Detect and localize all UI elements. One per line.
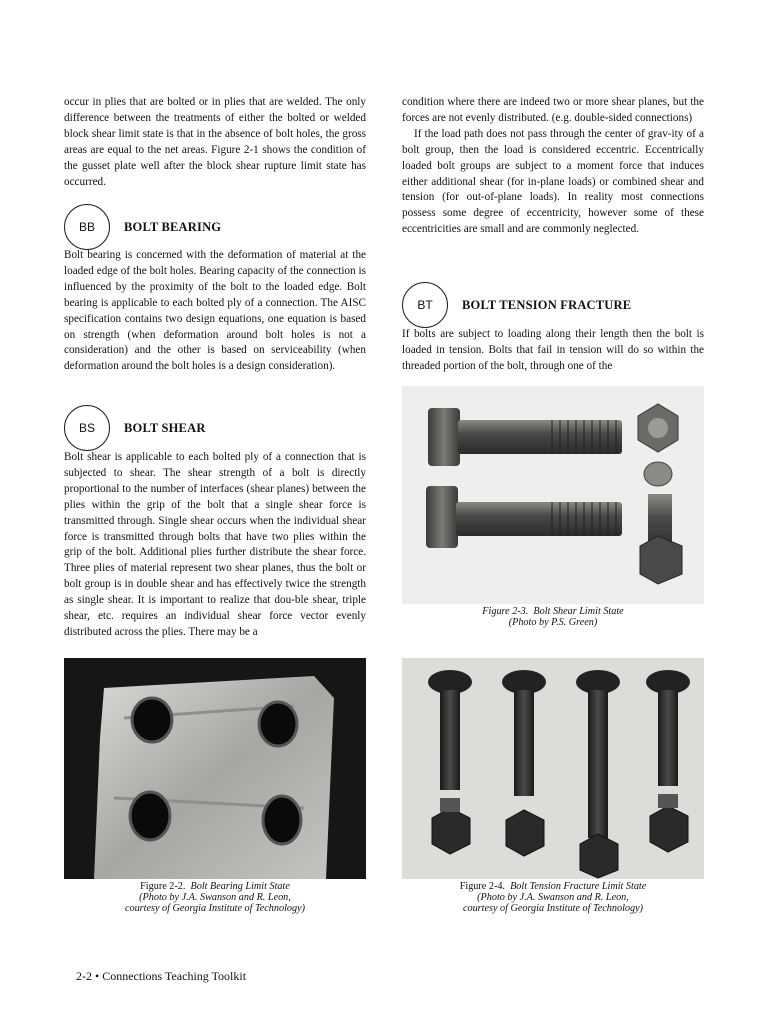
figure-2-4-title: Bolt Tension Fracture Limit State (510, 881, 647, 892)
bolt-shear-text: Bolt shear is applicable to each bolted ply of a connection that is subjected to shear. The shear strength of a bolt is directly proportional to the number of interfaces (shear planes) between the plies within the grip of the bolt that a single shear force is transmitted through. Single shear occurs when the individual shear force is transmitted through bolts that have two plies within the grip of the bolt. Additional plies further distribute the shear force. Three plies of material represent two shear planes, thus the bolt or bolt group is in double shear and has effectively twice the strength as single shear. It is important to realize that dou-ble shear, triple shear, etc. requires an individual shear force vector evenly distributed across the plies. There may be a (64, 451, 366, 638)
figure-2-3-number: Figure 2-3. (482, 606, 529, 617)
figure-2-4-credit2: courtesy of Georgia Institute of Technology) (462, 903, 644, 914)
page-footer: 2-2 • Connections Teaching Toolkit (76, 969, 247, 983)
figure-2-2-credit2: courtesy of Georgia Institute of Technology) (124, 903, 306, 914)
bolt-tension-photo-image (402, 658, 704, 879)
figure-2-4-photo (402, 658, 704, 879)
bolt-bearing-heading (64, 204, 221, 250)
right-column-text (402, 95, 704, 238)
bolt-bearing-code-badge: BB (64, 204, 110, 250)
bolt-shear-photo-image (402, 386, 704, 604)
bolt-shear-code-badge: BS (64, 405, 110, 451)
bolt-shear-heading (64, 405, 206, 451)
bolt-bearing-section (64, 248, 366, 375)
figure-2-3-photo (402, 386, 704, 604)
bolt-shear-section (64, 450, 366, 641)
bolt-tension-heading (402, 282, 631, 328)
bolt-shear-title: BOLT SHEAR (124, 420, 206, 435)
figure-2-3-title: Bolt Shear Limit State (533, 606, 624, 617)
figure-2-3-caption (402, 606, 704, 628)
figure-2-4-number: Figure 2-4. (459, 881, 505, 892)
figure-2-2-number: Figure 2-2. (140, 881, 186, 892)
intro-text: occur in plies that are bolted or in plies that are welded. The only difference between the treatments of either the bolted or welded block shear limit state is that in the absence of bolt holes, the gross areas are equal to the net areas. Figure 2-1 shows the condition of the gusset plate well after the block shear rupture limit state has occurred. (64, 96, 366, 188)
bolt-tension-section (402, 327, 704, 375)
bolt-tension-code-badge: BT (402, 282, 448, 328)
continued-text: condition where there are indeed two or more shear planes, but the forces are not evenly distributed. (e.g. double-sided connections) (402, 96, 704, 124)
figure-2-2-photo (64, 658, 366, 879)
figure-2-2-caption (64, 881, 366, 914)
bolt-tension-text: If bolts are subject to loading along their length then the bolt is loaded in tension. Bolts that fail in tension will do so within the threaded portion of the bolt, through one of the (402, 328, 704, 372)
bolt-bearing-text: Bolt bearing is concerned with the deformation of material at the loaded edge of the bolt holes. Bearing capacity of the connection is influenced by the proximity of the bolt to the loaded edge. Bolt bearing is applicable to each bolted ply of a connection. The AISC specification contains two design equations, one equation is based on strength (when deformation around bolt holes is not a consideration) and the other is based on serviceability (when deformation around the bolt holes is a design consideration). (64, 249, 366, 373)
figure-2-2-credit: (Photo by J.A. Swanson and R. Leon, (139, 892, 291, 903)
intro-paragraph (64, 95, 366, 190)
bolt-bearing-title: BOLT BEARING (124, 219, 222, 234)
eccentric-text: If the load path does not pass through the center of grav-ity of a bolt group, then the load is considered eccentric. Eccentrically loaded bolt groups are subject to a moment force that induces either additional shear (for in-plane loads) or combined shear and tension (for out-of-plane loads). In reality most connections possess some degree of eccentricity, however some of these eccentricities are small and are commonly neglected. (402, 127, 704, 236)
figure-2-2-title: Bolt Bearing Limit State (190, 881, 290, 892)
figure-2-4-caption (402, 881, 704, 914)
figure-2-3-credit: (Photo by P.S. Green) (508, 617, 598, 628)
figure-2-4-credit: (Photo by J.A. Swanson and R. Leon, (477, 892, 629, 903)
bolt-bearing-photo-image (64, 658, 366, 879)
bolt-tension-title: BOLT TENSION FRACTURE (462, 297, 632, 312)
